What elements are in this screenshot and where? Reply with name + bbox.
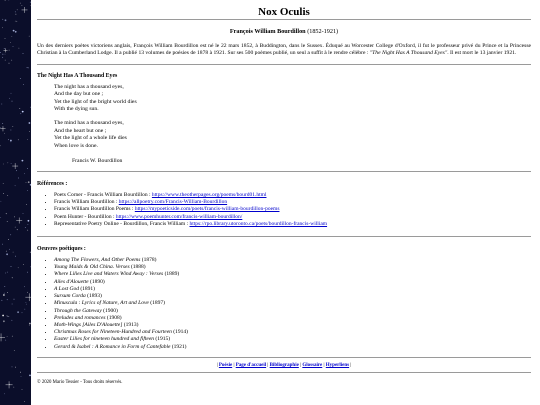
work-item: [54, 286, 531, 293]
footer-link[interactable]: [236, 363, 266, 368]
footer-separator: |: [232, 362, 236, 368]
work-title: Through the Gateway: [54, 307, 102, 314]
footer-navigation: [37, 362, 531, 370]
reference-item: [54, 206, 531, 213]
reference-label: Francis William Bourdillon :: [54, 199, 119, 206]
footer-separator: |: [322, 362, 326, 368]
work-title: Gerard & Isabel : A Romance in Form of Cantefable: [54, 343, 171, 350]
top-divider: [37, 19, 531, 20]
footer-link-label: Hyperliens: [325, 362, 350, 368]
work-year: (1891): [78, 285, 96, 292]
works-title: Oeuvres poétiques :: [37, 246, 86, 253]
work-title: Preludes and romances: [54, 314, 106, 321]
reference-link[interactable]: https://mypoeticside.com/poets/francis-william-bourdillon-poems: [134, 206, 280, 213]
footer-link-label: Bibliographie: [269, 362, 299, 368]
work-year: (1893): [85, 293, 102, 300]
divider-footer: [37, 372, 531, 373]
reference-label: Representative Poetry Online - Bourdillon, Francis William :: [54, 220, 190, 227]
author-name: François William Bourdillon: [229, 28, 306, 35]
work-year: (1897): [148, 300, 165, 307]
footer-link-label: Poésie: [218, 362, 233, 368]
work-year: (1921): [170, 343, 187, 350]
poem-line: The night has a thousand eyes,: [54, 83, 124, 90]
footer-separator: |: [216, 362, 219, 368]
work-title: A Lost God: [54, 285, 79, 292]
author-biography: [37, 43, 531, 58]
poem-line: With the dying sun.: [54, 106, 99, 113]
bio-tail: . Il est mort le 13 janvier 1921.: [447, 50, 517, 57]
footer-separator: |: [266, 362, 270, 368]
page-content: [37, 0, 531, 386]
poem-line: The mind has a thousand eyes,: [54, 120, 124, 127]
references-title: Références :: [37, 181, 68, 188]
reference-link[interactable]: https://www.theotherpages.org/poems/bourd01.html: [151, 192, 267, 199]
poem-stanza: [54, 120, 531, 150]
work-item: [54, 271, 531, 278]
starry-sidebar: [0, 0, 31, 405]
work-item: [54, 279, 531, 286]
work-title: Moth-Wings [Ailes D'Alouette]: [54, 321, 123, 328]
work-item: [54, 300, 531, 307]
footer-link-label: Page d'accueil: [235, 362, 267, 368]
poem-line: When love is done.: [54, 142, 98, 149]
divider-references: [37, 236, 531, 237]
poem-body: [54, 84, 531, 150]
footer-separator: |: [349, 362, 352, 368]
work-year: (1900): [101, 307, 118, 314]
footer-link[interactable]: [270, 363, 299, 368]
reference-label: Poets Corner - Francis William Bourdillon :: [54, 192, 152, 199]
author-heading: [37, 28, 531, 36]
divider-works: [37, 357, 531, 358]
work-year: (1908): [105, 314, 122, 321]
bio-text: Un des derniers poètes victoriens anglais, François William Bourdillon est né le 22 mars 1852, à Buddington, dans le Sussex. Éduqué au Worcester College d'Oxford, il fut le professeur privé du Prince et la Princesse Christian à la Cumberland Lodge. Il a publié 13 volumes de poésies de 1878 à 1921. Sur ses 500 poèmes publié, un seul a suffit à le rendre célèbre :: [37, 43, 531, 57]
work-title: Minuscula : Lyrics of Nature, Art and Love: [54, 300, 149, 307]
work-title: Easter Lilies for nineteen hundred and fifteen: [54, 336, 155, 343]
poem-signature: Francis W. Bourdillon: [72, 158, 123, 165]
famous-poem-title: "The Night Has A Thousand Eyes": [369, 50, 448, 57]
reference-item: [54, 192, 531, 199]
reference-item: [54, 221, 531, 228]
reference-link[interactable]: https://www.poemhunter.com/francis-william-bourdillon/: [115, 213, 243, 220]
reference-label: Francis William Bourdillon Poems :: [54, 206, 135, 213]
work-year: (1878): [140, 257, 157, 264]
work-title: Where Lilies Live and Waters Wind Away : Verses: [54, 271, 164, 278]
work-title: Among The Flowers, And Other Poems: [54, 257, 141, 264]
divider-poem: [37, 171, 531, 172]
reference-label: Poem Hunter - Bourdillon :: [54, 213, 116, 220]
work-year: (1915): [154, 336, 171, 343]
poem-title: The Night Has A Thousand Eyes: [37, 72, 118, 79]
footer-link[interactable]: [302, 363, 322, 368]
work-year: (1913): [122, 321, 139, 328]
star-field-graphic: [0, 0, 31, 405]
footer-separator: |: [298, 362, 303, 368]
work-year: (1914): [171, 329, 188, 336]
copyright-notice: © 2020 Mario Tessier - Tous droits réservés.: [37, 379, 123, 385]
divider-bio: [37, 64, 531, 65]
work-item: [54, 336, 531, 343]
reference-link[interactable]: https://allpoetry.com/Francis-William-Bourdillon: [118, 199, 228, 206]
poem-line: Yet the light of a whole life dies: [54, 135, 127, 142]
poem-line: Yet the light of the bright world dies: [54, 98, 137, 105]
poem-line: And the day but one ;: [54, 91, 104, 98]
reference-link[interactable]: https://rpo.library.utoronto.ca/poets/bourdillon-francis-william: [189, 220, 328, 227]
works-list: [37, 257, 531, 351]
references-list: [37, 192, 531, 228]
work-year: (1890): [88, 278, 105, 285]
footer-link[interactable]: [325, 362, 352, 368]
work-year: (1889): [163, 271, 180, 278]
site-title: Nox Oculis: [258, 6, 310, 18]
author-dates: (1852-1921): [307, 28, 339, 35]
work-title: Young Maids & Old China. Verses: [54, 264, 130, 271]
footer-link[interactable]: [216, 362, 233, 368]
footer-link-label: Glossaire: [302, 362, 323, 368]
work-item: [54, 344, 531, 351]
work-title: Ailes d'Alouette: [54, 278, 89, 285]
poem-line: And the heart but one ;: [54, 127, 107, 134]
work-title: Sursum Corda: [54, 293, 86, 300]
work-item: [54, 308, 531, 315]
poem-stanza: [54, 84, 531, 114]
work-item: [54, 315, 531, 322]
work-title: Christmas Roses for Nineteen-Hundred and Fourteen: [54, 329, 172, 336]
work-year: (1888): [129, 264, 146, 271]
reference-item: [54, 214, 531, 221]
